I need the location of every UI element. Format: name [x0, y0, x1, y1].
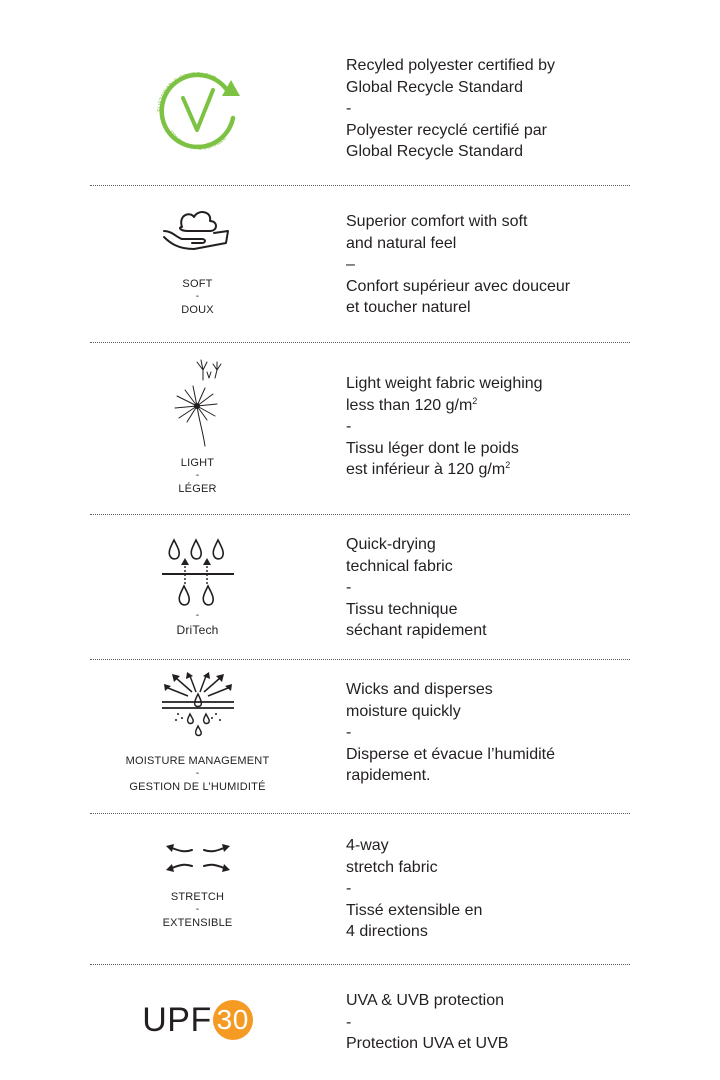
divider [90, 185, 630, 186]
water-drops-icon [158, 536, 238, 612]
divider [90, 514, 630, 515]
upf-value: 30 [213, 1000, 253, 1040]
feature-caption: LIGHT - LÉGER [178, 457, 217, 495]
feature-description: Wicks and disperses moisture quickly - Disperse et évacue l’humidité rapidement. [346, 681, 555, 785]
upf-label: UPF [142, 1000, 212, 1039]
recycle-certification-icon [90, 60, 305, 160]
badge-text-bottom: COMPOSANTE DURABLE [166, 129, 228, 152]
badge-text-top: SUSTAINABLE COMPONENT [156, 71, 216, 113]
divider [90, 659, 630, 660]
divider [90, 342, 630, 343]
feature-description: Quick-drying technical fabric - Tissu technique séchant rapidement [346, 536, 487, 640]
feature-caption: MOISTURE MANAGEMENT - GESTION DE L’HUMIDITÉ [125, 755, 270, 793]
feature-description: Recyled polyester certified by Global Recycle Standard - Polyester recyclé certifié par Global Recycle Standard [346, 57, 555, 161]
stretch-arrows-icon [158, 838, 238, 878]
dandelion-icon [163, 356, 233, 448]
divider [90, 964, 630, 965]
divider [90, 813, 630, 814]
feature-caption: STRETCH - EXTENSIBLE [162, 891, 233, 929]
feature-description: 4-way stretch fabric - Tissé extensible en 4 directions [346, 837, 483, 941]
feature-description: UVA & UVB protection - Protection UVA et UVB [346, 992, 509, 1053]
svg-text:COMPOSANTE DURABLE [167, 130, 228, 152]
feature-description: Superior comfort with soft and natural feel – Confort supérieur avec douceur et toucher naturel [346, 213, 571, 317]
hand-cloud-icon [158, 205, 238, 255]
feature-caption: SOFT - DOUX [181, 278, 214, 316]
upf-badge-icon [90, 1000, 305, 1040]
moisture-wicking-icon [158, 672, 238, 746]
feature-description: Light weight fabric weighing less than 120 $g/m^2$ - Tissu léger dont le poids est inférieur à 120 $g/m^2$ [346, 375, 543, 479]
feature-caption: - DriTech [176, 610, 219, 637]
